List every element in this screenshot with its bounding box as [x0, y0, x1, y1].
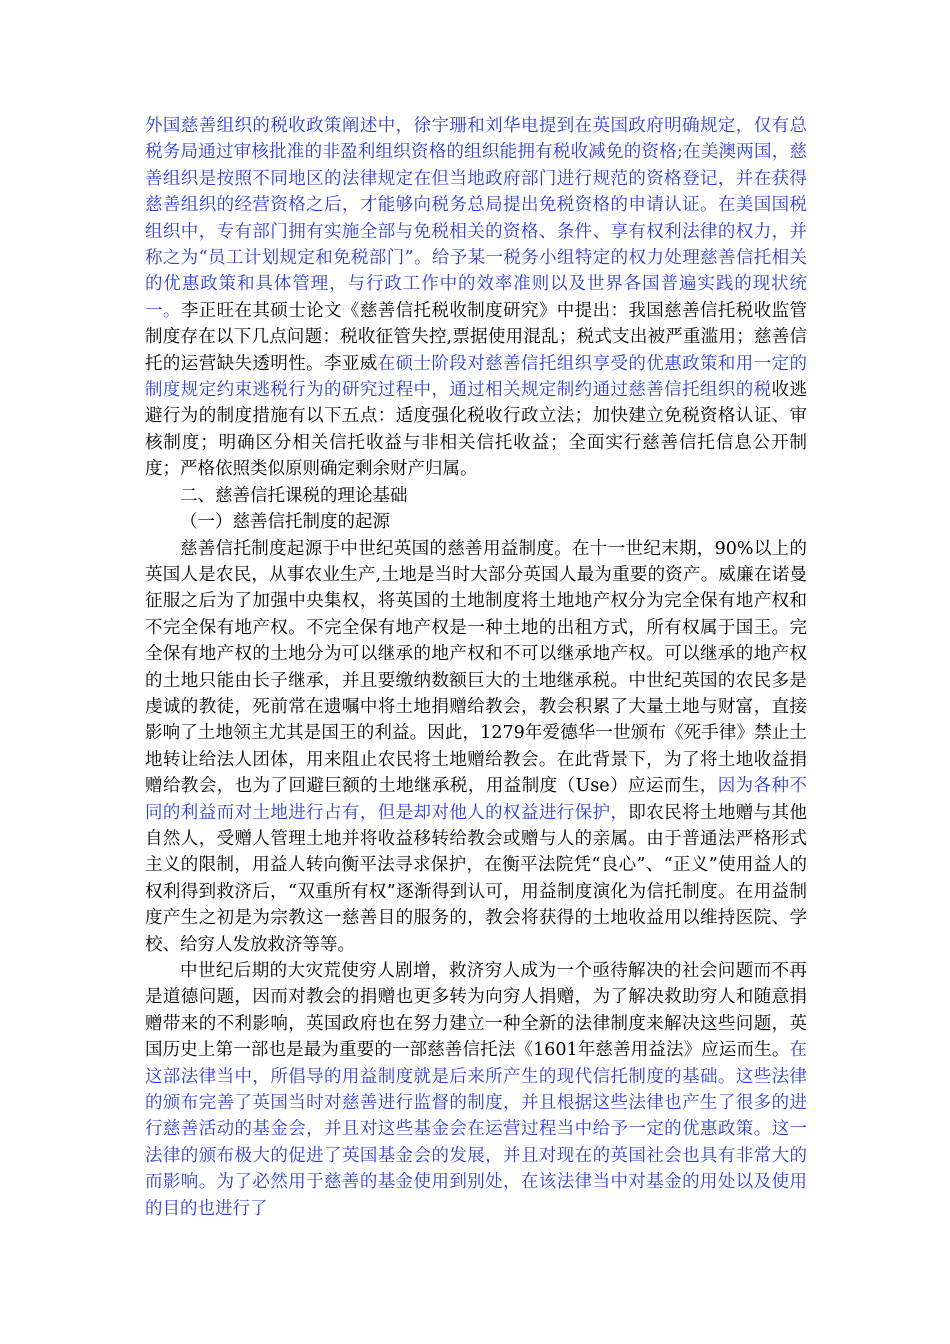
paragraph-text-highlighted: 在这部法律当中，所倡导的用益制度就是后来所产生的现代信托制度的基础。这些法律的颁布完善了英国当时对慈善进行监督的制度，并且根据这些法律也产生了很多的进行慈善活动的基金会，并且对这些基金会在运营过程当中给予一定的优惠政策。这一法律的颁布极大的促进了英国基金会的发展，并且对现在的英国社会也具有非常大的而影响。为了必然用于慈善的基金使用到别处，在该法律当中对基金的用处以及使用的目的也进行了 [145, 1040, 807, 1219]
paragraph-tax-policy-review [145, 113, 807, 483]
paragraph-text-highlighted: 外国慈善组织的税收政策阐述中，徐宇珊和刘华电提到在英国政府明确规定，仅有总税务局通过审核批准的非盈利组织资格的组织能拥有税收减免的资格;在美澳两国，慈善组织是按照不同地区的法律规定在但当地政府部门进行规范的资格登记，并在获得慈善组织的经营资格之后，才能够向税务总局提出免税资格的申请认证。在美国国税组织中，专有部门拥有实施全部与免税相关的资格、条件、享有权利法律的权力，并称之为“员工计划规定和免税部门”。给予某一税务小组特定的权力处理慈善信托相关的优惠政策和具体管理，与行政工作中的效率准则以及世界各国普遍实践的现状统一。 [145, 116, 807, 321]
paragraph-text: 中世纪后期的大灾荒使穷人剧增，救济穷人成为一个亟待解决的社会问题而不再是道德问题，因而对教会的捐赠也更多转为向穷人捐赠，为了解决救助穷人和随意捐赠带来的不利影响，英国政府也在努力建立一种全新的法律制度来解决这些问题，英国历史上第一部也是最为重要的一部慈善信托法《1601年慈善用益法》应运而生。 [145, 961, 807, 1061]
paragraph-text: 慈善信托制度起源于中世纪英国的慈善用益制度。在十一世纪末期，90%以上的英国人是农民，从事农业生产,土地是当时大部分英国人最为重要的资产。威廉在诺曼征服之后为了加强中央集权，将英国的土地制度将土地地产权分为完全保有地产权和不完全保有地产权。不完全保有地产权是一种土地的出租方式，所有权属于国王。完全保有地产权的土地分为可以继承的地产权和不可以继承地产权。可以继承的地产权的土地只能由长子继承，并且要缴纳数额巨大的土地继承税。中世纪英国的农民多是虔诚的教徒，死前常在遗嘱中将土地捐赠给教会，教会积累了大量土地与财富，直接影响了土地领主尤其是国王的利益。因此，1279年爱德华一世颁布《死手律》禁止土地转让给法人团体，用来阻止农民将土地赠给教会。在此背景下，为了将土地收益捐赠给教会，也为了回避巨额的土地继承税，用益制度（Use）应运而生， [145, 538, 807, 797]
paragraph-text: 李正旺在其硕士论文《慈善信托税收制度研究》中提出：我国慈善信托税收监管制度存在以下几点问题：税收征管失控,票据使用混乱；税式支出被严重滥用；慈善信托的运营缺失透明性。李亚威 [145, 300, 808, 374]
paragraph-origin-of-charitable-trust [145, 536, 807, 959]
paragraph-text-highlighted: 因为各种不同的利益而对土地进行占有，但是却对他人的权益进行保护， [145, 776, 807, 823]
paragraph-text-highlighted: 在硕士阶段对慈善信托组织享受的优惠政策和用一定的制度规定约束逃税行为的研究过程中，通过相关规定制约通过慈善信托组织的税 [145, 353, 808, 401]
document-page [145, 113, 807, 1222]
paragraph-text: 收逃避行为的制度措施有以下五点：适度强化税收行政立法；加快建立免税资格认证、审核制度；明确区分相关信托收益与非相关信托收益；全面实行慈善信托信息公开制度；严格依照类似原则确定剩余财产归属。 [145, 380, 808, 480]
section-heading: 二、慈善信托课税的理论基础 [180, 485, 408, 506]
paragraph-statute-of-charitable-uses [145, 958, 807, 1222]
subsection-heading: （一）慈善信托制度的起源 [180, 512, 390, 533]
paragraph-text: 即农民将土地赠与其他自然人，受赠人管理土地并将收益移转给教会或赠与人的亲属。由于普通法严格形式主义的限制，用益人转向衡平法寻求保护，在衡平法院凭“良心”、“正义”使用益人的权利得到救济后，“双重所有权”逐渐得到认可，用益制度演化为信托制度。在用益制度产生之初是为宗教这一慈善目的服务的，教会将获得的土地收益用以维持医院、学校、给穷人发放救济等等。 [145, 802, 807, 955]
